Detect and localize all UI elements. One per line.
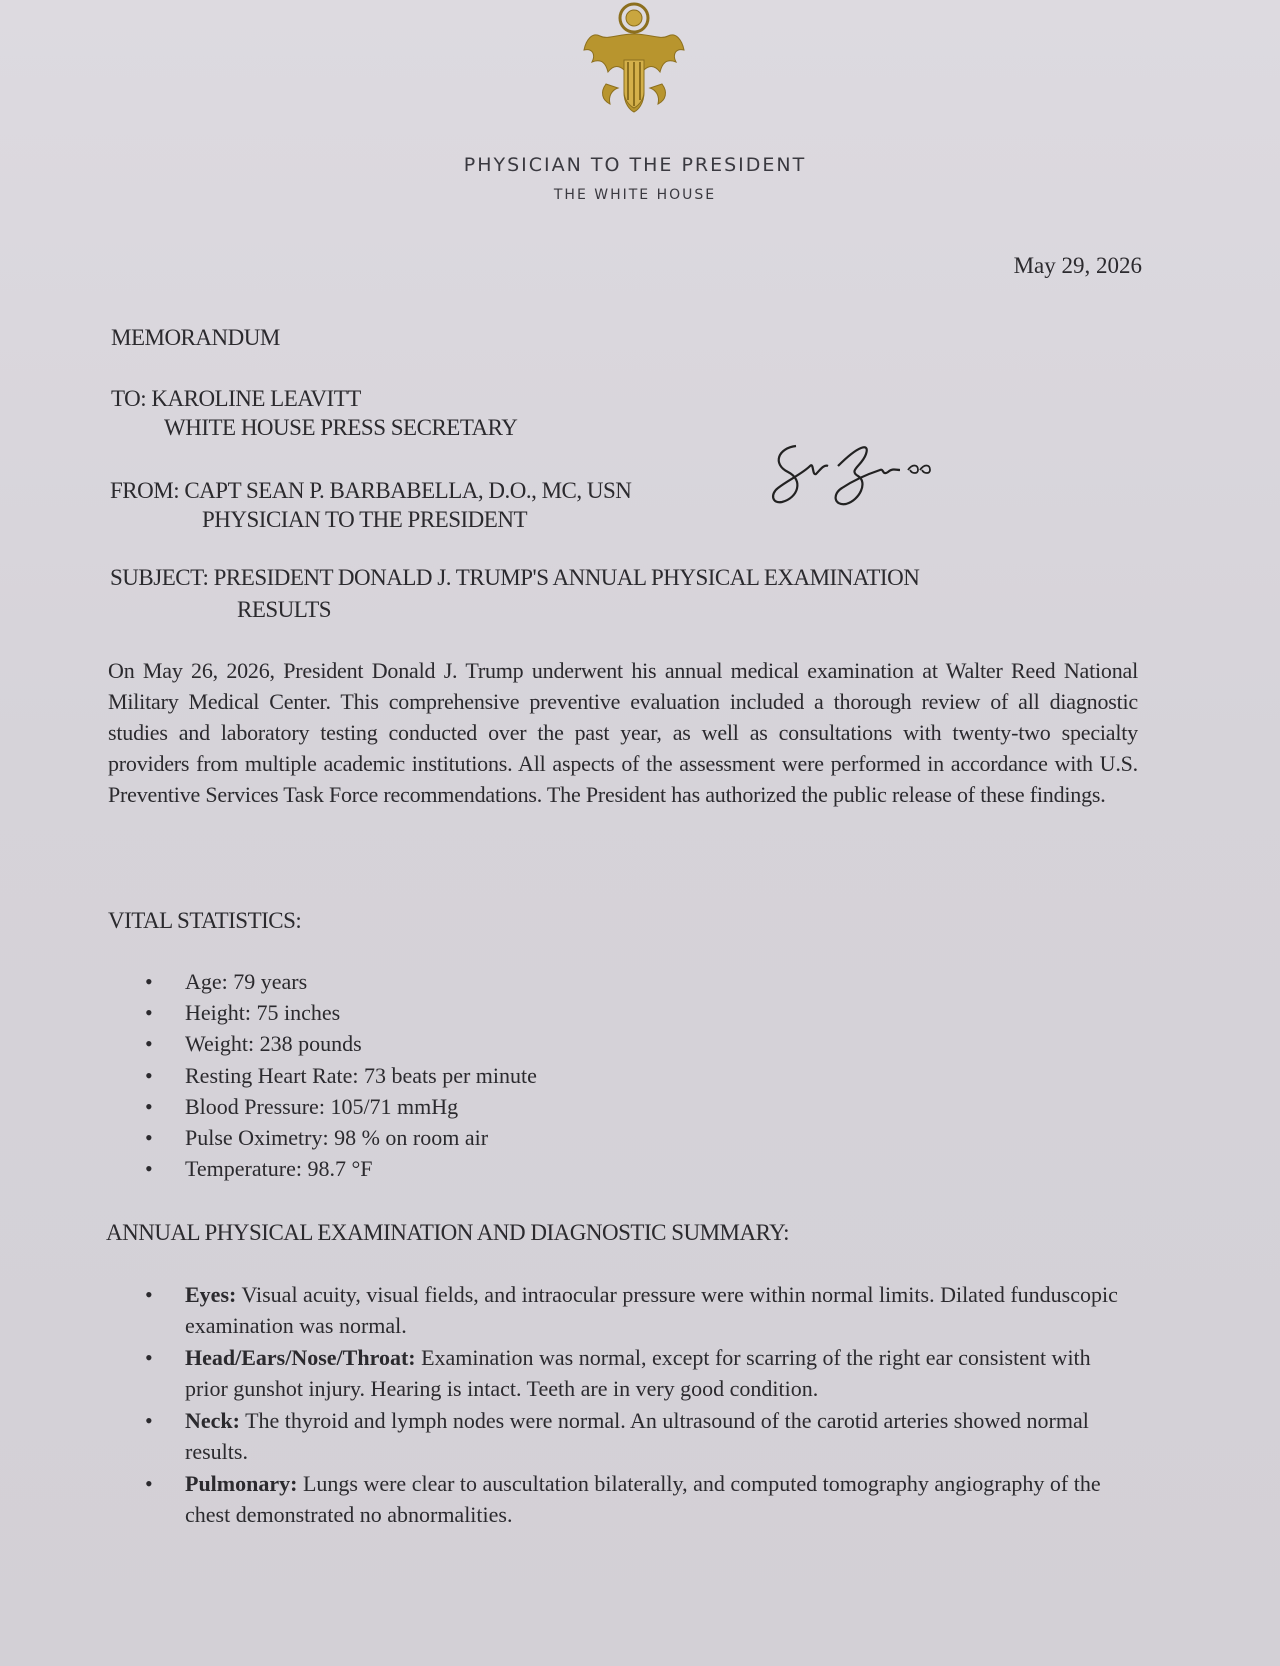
item-text: The thyroid and lymph nodes were normal. An ultrasound of the carotid arteries showed normal results. [185,1408,1089,1464]
item-text: Visual acuity, visual fields, and intraocular pressure were within normal limits. Dilated funduscopic examination was normal. [185,1282,1118,1338]
list-item: • Temperature: 98.7 °F [145,1153,537,1184]
subject-line [110,565,919,591]
item-label: Head/Ears/Nose/Throat: [185,1345,416,1370]
from-name: CAPT SEAN P. BARBABELLA, D.O., MC, USN [184,478,632,503]
to-label: TO: [111,386,147,411]
list-item: • Weight: 238 pounds [145,1028,537,1059]
intro-paragraph: On May 26, 2026, President Donald J. Trump underwent his annual medical examination at Walter Reed National Military Medical Center. This comprehensive preventive evaluation included a thorough review of all diagnostic studies and laboratory testing conducted over the past year, as well as consultations with twenty-two specialty providers from multiple academic institutions. All aspects of the assessment were performed in accordance with U.S. Preventive Services Task Force recommendations. The President has authorized the public release of these findings. [108,658,1138,807]
list-item [145,1279,1135,1341]
from-label: FROM: [110,478,180,503]
list-item [145,1468,1135,1530]
list-item [145,1405,1135,1467]
exam-summary-heading: ANNUAL PHYSICAL EXAMINATION AND DIAGNOSTIC SUMMARY: [106,1220,790,1245]
list-item [145,1342,1135,1404]
vital-statistics-heading: VITAL STATISTICS: [108,908,302,933]
item-label: Eyes: [185,1282,237,1307]
list-item: • Age: 79 years [145,966,537,997]
to-line [111,386,361,412]
item-text: Examination was normal, except for scarring of the right ear consistent with prior gunshot injury. Hearing is intact. Teeth are in very good condition. [185,1345,1091,1401]
eagle-seal-icon [578,0,690,118]
handwritten-signature [768,436,938,516]
subject-label: SUBJECT: [110,565,209,590]
list-item: • Pulse Oximetry: 98 % on room air [145,1122,537,1153]
list-item: • Height: 75 inches [145,997,537,1028]
letterhead-subtitle: THE WHITE HOUSE [553,187,717,203]
subject-text: PRESIDENT DONALD J. TRUMP'S ANNUAL PHYSICAL EXAMINATION [213,565,920,590]
vital-statistics-list [145,966,537,1184]
item-label: Pulmonary: [185,1471,298,1496]
to-name: KAROLINE LEAVITT [151,386,361,411]
from-title: PHYSICIAN TO THE PRESIDENT [202,507,528,532]
list-item: • Blood Pressure: 105/71 mmHg [145,1091,537,1122]
subject-text-continued: RESULTS [237,597,332,622]
letterhead-title: PHYSICIAN TO THE PRESIDENT [463,154,807,176]
item-text: Lungs were clear to auscultation bilaterally, and computed tomography angiography of the chest demonstrated no abnormalities. [185,1471,1101,1527]
memo-date: May 29, 2026 [1013,253,1142,278]
exam-summary-list [145,1279,1135,1531]
to-title: WHITE HOUSE PRESS SECRETARY [164,415,518,440]
from-line [110,478,631,504]
list-item: • Resting Heart Rate: 73 beats per minute [145,1060,537,1091]
memo-label: MEMORANDUM [111,325,280,350]
item-label: Neck: [185,1408,240,1433]
